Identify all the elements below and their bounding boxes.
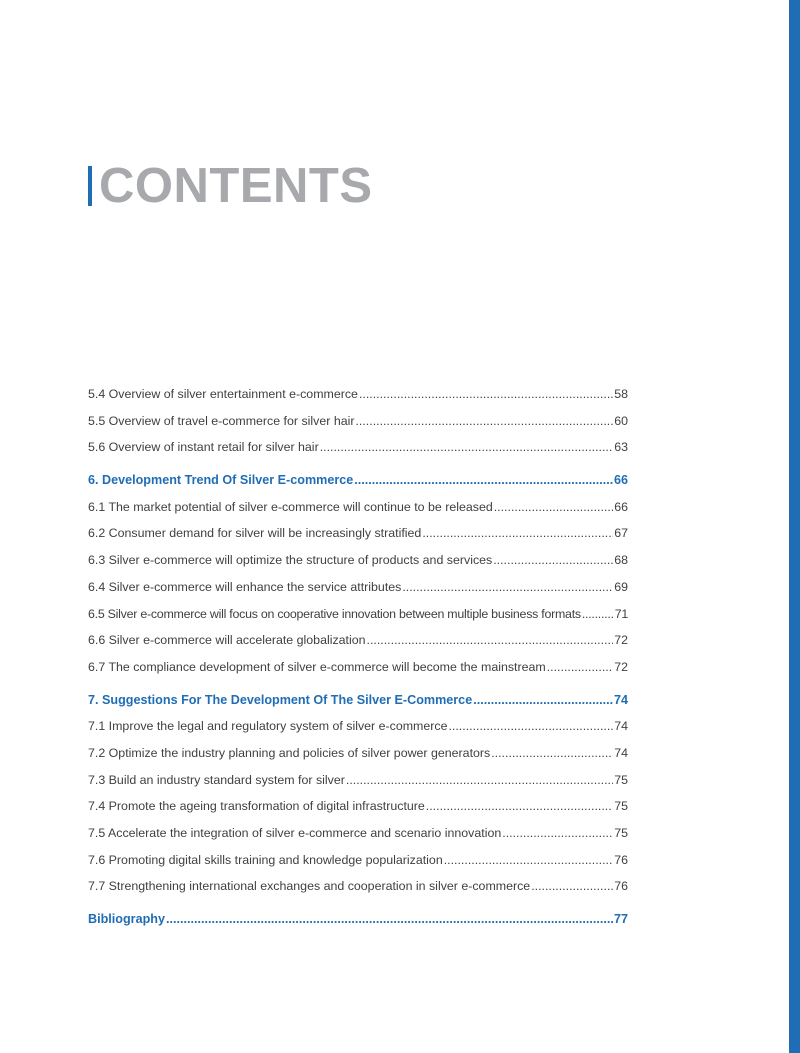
toc-entry-label: 5.6 Overview of instant retail for silver hair bbox=[88, 440, 319, 455]
toc-entry-6-1[interactable] bbox=[88, 494, 628, 521]
heading-accent-mark bbox=[88, 166, 92, 206]
toc-entry-page: 72 bbox=[614, 633, 628, 648]
toc-leader-dots bbox=[354, 467, 613, 494]
toc-entry-5-5[interactable] bbox=[88, 408, 628, 435]
toc-entry-page: 63 bbox=[614, 440, 628, 455]
toc-entry-7-5[interactable] bbox=[88, 820, 628, 847]
toc-leader-dots bbox=[355, 408, 613, 435]
toc-entry-7-1[interactable] bbox=[88, 713, 628, 740]
toc-entry-page: 76 bbox=[614, 852, 628, 867]
toc-entry-label: 5.4 Overview of silver entertainment e-commerce bbox=[88, 387, 358, 401]
toc-leader-dots bbox=[547, 654, 613, 681]
table-of-contents bbox=[88, 381, 628, 933]
toc-entry-label: 7.5 Accelerate the integration of silver e-commerce and scenario innovation bbox=[88, 826, 502, 840]
toc-entry-6-2[interactable] bbox=[88, 520, 628, 547]
toc-entry-label: 7.4 Promote the ageing transformation of digital infrastructure bbox=[88, 799, 425, 814]
toc-leader-dots bbox=[166, 906, 613, 933]
toc-entry-6-3[interactable] bbox=[88, 547, 628, 574]
toc-entry-6-7[interactable] bbox=[88, 654, 628, 681]
toc-leader-dots bbox=[502, 820, 613, 847]
toc-entry-page: 60 bbox=[614, 413, 628, 428]
side-accent-bar bbox=[789, 0, 800, 1053]
toc-entry-page: 75 bbox=[614, 772, 628, 787]
toc-leader-dots bbox=[422, 520, 613, 547]
toc-entry-5-6[interactable] bbox=[88, 434, 628, 461]
toc-entry-page: 74 bbox=[614, 745, 628, 760]
toc-entry-6-4[interactable] bbox=[88, 574, 628, 601]
toc-entry-label: 5.5 Overview of travel e-commerce for silver hair bbox=[88, 413, 355, 428]
toc-bibliography[interactable] bbox=[88, 906, 628, 933]
toc-leader-dots bbox=[473, 687, 613, 714]
toc-leader-dots bbox=[531, 873, 613, 900]
toc-chapter-label: 7. Suggestions For The Development Of The Silver E-Commerce bbox=[88, 692, 473, 707]
toc-entry-page: 67 bbox=[614, 526, 628, 541]
toc-leader-dots bbox=[402, 574, 613, 601]
toc-entry-7-4[interactable] bbox=[88, 793, 628, 820]
toc-entry-label: 7.3 Build an industry standard system for silver bbox=[88, 772, 345, 787]
toc-leader-dots bbox=[444, 847, 613, 874]
toc-chapter-label: Bibliography bbox=[88, 912, 165, 927]
toc-leader-dots bbox=[448, 713, 613, 740]
toc-entry-page: 76 bbox=[614, 879, 628, 894]
toc-entry-5-4[interactable] bbox=[88, 381, 628, 408]
toc-entry-page: 71 bbox=[614, 606, 628, 621]
contents-heading bbox=[88, 158, 373, 214]
toc-entry-page: 68 bbox=[614, 553, 628, 568]
toc-entry-7-7[interactable] bbox=[88, 873, 628, 900]
toc-chapter-page: 66 bbox=[613, 473, 628, 488]
toc-leader-dots bbox=[320, 434, 614, 461]
toc-entry-label: 7.6 Promoting digital skills training and knowledge popularization bbox=[88, 852, 443, 867]
toc-entry-label: 7.2 Optimize the industry planning and policies of silver power generators bbox=[88, 745, 491, 760]
toc-leader-dots bbox=[346, 767, 613, 794]
toc-entry-7-6[interactable] bbox=[88, 847, 628, 874]
toc-chapter-page: 74 bbox=[613, 692, 628, 707]
toc-entry-label: 6.1 The market potential of silver e-commerce will continue to be released bbox=[88, 499, 493, 514]
toc-leader-dots bbox=[426, 793, 613, 820]
toc-entry-page: 74 bbox=[614, 719, 628, 734]
toc-entry-page: 66 bbox=[614, 499, 628, 514]
toc-entry-6-5[interactable] bbox=[88, 601, 628, 628]
toc-chapter-6[interactable] bbox=[88, 467, 628, 494]
toc-leader-dots bbox=[582, 601, 614, 628]
toc-chapter-label: 6. Development Trend Of Silver E-commerce bbox=[88, 473, 354, 488]
toc-entry-7-3[interactable] bbox=[88, 767, 628, 794]
toc-entry-label: 6.5 Silver e-commerce will focus on cooperative innovation between multiple business formats bbox=[88, 606, 581, 621]
toc-chapter-page: 77 bbox=[613, 912, 628, 927]
toc-entry-7-2[interactable] bbox=[88, 740, 628, 767]
toc-leader-dots bbox=[494, 494, 613, 521]
toc-entry-6-6[interactable] bbox=[88, 627, 628, 654]
toc-chapter-7[interactable] bbox=[88, 687, 628, 714]
toc-entry-page: 75 bbox=[614, 826, 628, 840]
page-title: CONTENTS bbox=[99, 159, 373, 213]
toc-entry-page: 75 bbox=[614, 799, 628, 814]
toc-entry-label: 6.2 Consumer demand for silver will be increasingly stratified bbox=[88, 526, 422, 541]
toc-entry-label: 6.3 Silver e-commerce will optimize the structure of products and services bbox=[88, 553, 493, 568]
toc-entry-label: 6.4 Silver e-commerce will enhance the service attributes bbox=[88, 579, 402, 594]
toc-leader-dots bbox=[367, 627, 614, 654]
toc-leader-dots bbox=[493, 547, 613, 574]
toc-leader-dots bbox=[359, 381, 613, 408]
toc-leader-dots bbox=[491, 740, 613, 767]
toc-entry-label: 7.7 Strengthening international exchanges and cooperation in silver e-commerce bbox=[88, 879, 531, 894]
toc-entry-page: 72 bbox=[614, 659, 628, 674]
toc-entry-label: 7.1 Improve the legal and regulatory system of silver e-commerce bbox=[88, 719, 448, 734]
toc-entry-page: 58 bbox=[614, 387, 628, 401]
toc-entry-label: 6.7 The compliance development of silver e-commerce will become the mainstream bbox=[88, 659, 546, 674]
toc-entry-label: 6.6 Silver e-commerce will accelerate globalization bbox=[88, 633, 366, 648]
toc-entry-page: 69 bbox=[614, 579, 628, 594]
